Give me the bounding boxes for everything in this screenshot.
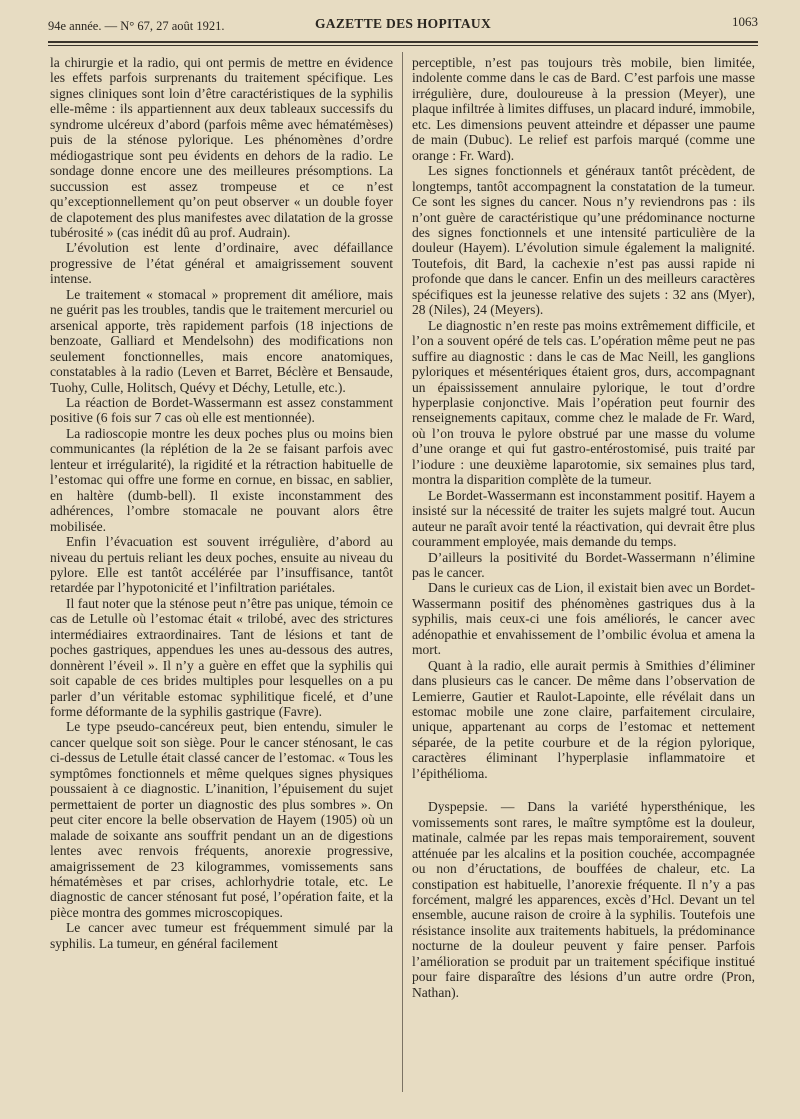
paragraph: La réaction de Bordet-Wassermann est assez constamment positive (6 fois sur 7 cas où elle est mentionnée).: [50, 394, 393, 426]
column-divider: [402, 52, 403, 1092]
header-rule-thick: [48, 41, 758, 43]
header-rule-thin: [48, 45, 758, 46]
right-column: [412, 55, 755, 1000]
paragraph: Le diagnostic n’en reste pas moins extrêmement difficile, et l’on a souvent opéré de tels cas. L’opération même peut ne pas suffire au diagnostic : dans le cas de Mac Neill, les ganglions pyloriques et mésentériques étaient gros, durs, accompagnant un épaississement annulaire pylorique, le tout d’ordre hyperplasie conjonctive. Mais l’opération peut fournir des renseignements capitaux, comme chez le malade de Fr. Ward, où l’on trouva le pylore obstrué par une masse du volume d’une orange et qui fut gastro-entérostomisé, puis traité par l’iodure : une deuxième laparotomie, six semaines plus tard, montra la disparition complète de la tumeur.: [412, 317, 755, 488]
journal-title: GAZETTE DES HOPITAUX: [314, 16, 492, 31]
left-column: [50, 55, 393, 951]
page-number: 1063: [732, 14, 758, 29]
page-header: [48, 10, 758, 36]
paragraph: Le Bordet-Wassermann est inconstamment positif. Hayem a insisté sur la nécessité de traiter les sujets malgré tout. Aucun auteur ne paraît avoir tenté la réactivation, qui devrait être plus couramment employée, mais demande du temps.: [412, 487, 755, 550]
paragraph: Quant à la radio, elle aurait permis à Smithies d’éliminer dans plusieurs cas le cancer. De même dans l’observation de Lemierre, Gautier et Raulot-Lapointe, elle révélait dans un estomac mobile une zone claire, parfaitement circulaire, unique, appartenant au corps de l’estomac et nettement séparée, de la petite courbure et de la région pylorique, caractères éliminant l’hyperplasie inflammatoire et l’épithélioma.: [412, 657, 755, 781]
paragraph: Enfin l’évacuation est souvent irrégulière, d’abord au niveau du pertuis reliant les deux poches, ensuite au niveau du pylore. Elle est tantôt accélérée par l’insuffisance, tantôt retardée par l’hypotonicité et l’infiltration pariétales.: [50, 534, 393, 596]
paragraph: Il faut noter que la sténose peut n’être pas unique, témoin ce cas de Letulle où l’estomac était « trilobé, avec des strictures intermédiaires extraordinaires. Tant de lésions et tant de poches gastriques, appendues les unes au-dessous des autres, donnèrent l’éveil ». Il n’y a guère en effet que la syphilis qui soit capable de ces brides multiples pour lesquelles on a pu parler d’un véritable estomac syphilitique ficelé, et d’une forme déformante de la syphilis gastrique (Favre).: [50, 595, 393, 720]
issue-info: 94e année. — N° 67, 27 août 1921.: [48, 19, 225, 33]
paragraph: Le cancer avec tumeur est fréquemment simulé par la syphilis. La tumeur, en général facilement: [50, 920, 393, 951]
paragraph: Les signes fonctionnels et généraux tantôt précèdent, de longtemps, tantôt accompagnent la constatation de la tumeur. Ce sont les signes du cancer. Nous n’y reviendrons pas : ils n’ont guère de caractéristique qu’une prédominance nocturne des signes fonctionnels et une intensité particulière de la douleur (Hayem). L’évolution simule également la malignité. Toutefois, dit Bard, la cachexie n’est pas aussi rapide ni profonde que dans le cancer. Enfin un des meilleurs caractères spécifiques est la jeunesse relative des sujets : 32 ans (Myer), 28 (Niles), 24 (Meyers).: [412, 163, 755, 318]
paragraph: D’ailleurs la positivité du Bordet-Wassermann n’élimine pas le cancer.: [412, 549, 755, 580]
paragraph: L’évolution est lente d’ordinaire, avec défaillance progressive de l’état général et amaigrissement souvent intense.: [50, 240, 393, 287]
paragraph: Le type pseudo-cancéreux peut, bien entendu, simuler le cancer quelque soit son siège. Pour le cancer sténosant, le cas ci-dessus de Letulle était classé cancer de l’estomac. « Tous les symptômes fonctionnels et même quelques signes physiques poussaient à ce diagnostic. L’inanition, l’épuisement du sujet permettaient de porter un diagnostic des plus sombres ». On peut citer encore la belle observation de Hayem (1905) où un malade de soixante ans souffrit pendant un an de digestions lentes avec renvois fréquents, anorexie progressive, amaigrissement de 23 kilogrammes, vomissements sans hématémèses et par crises, achlorhydrie totale, etc. Le diagnostic de cancer sténosant fut posé, l’opération faite, et la pièce montra des gommes microscopiques.: [50, 719, 393, 920]
paragraph: Dans le curieux cas de Lion, il existait bien avec un Bordet-Wassermann positif des phénomènes gastriques dus à la syphilis, mais ceux-ci une fois améliorés, le cancer avec adénopathie et envahissement de l’ombilic évolua et amena la mort.: [412, 580, 755, 658]
paragraph: Dyspepsie. — Dans la variété hypersthénique, les vomissements sont rares, le maître symptôme est la douleur, matinale, calmée par les repas mais temporairement, souvent atténuée par les alcalins et la position couchée, accompagnée ou non d’éructations, de bouffées de chaleur, etc. La constipation est habituelle, l’anorexie fréquente. Il n’y a pas forcément, malgré les apparences, excès d’Hcl. Devant un tel ensemble, aucune raison de croire à la syphilis. Toutefois une résistance insolite aux traitements habituels, la prédominance nocturne de la douleur peuvent y faire penser. Parfois l’amélioration se produit par un traitement spécifique institué pour faire disparaître des lésions d’un autre ordre (Pron, Nathan).: [412, 799, 755, 1000]
paragraph: Le traitement « stomacal » proprement dit améliore, mais ne guérit pas les troubles, tandis que le traitement mercuriel ou arsenical apporte, très rapidement parfois (18 injections de benzoate, Galliard et Mendelsohn) des modifications non seulement fonctionnelles, mais encore anatomiques, constatables à la radio (Leven et Barret, Béclère et Bensaude, Tuohy, Culle, Holitsch, Quévy et Déchy, Letulle, etc.).: [50, 286, 393, 395]
paragraph: La radioscopie montre les deux poches plus ou moins bien communicantes (la réplétion de la 2e se faisant parfois avec lenteur et irrégularité), la rigidité et la rétraction habituelle de l’estomac qui offre une forme en cornue, en bissac, en sablier, en haltère (dumb-bell). Il existe inconstamment des adhérences, l’ombre stomacale ne pouvant alors être mobilisée.: [50, 425, 393, 534]
paragraph: la chirurgie et la radio, qui ont permis de mettre en évidence les effets parfois surprenants du traitement spécifique. Les signes cliniques sont loin d’être caractéristiques de la syphilis elle-même : ils appartiennent aux deux tableaux successifs du syndrome ulcéreux d’abord (parfois même avec hématémèses) puis de la sténose pylorique. Les phénomènes d’ordre médiogastrique sont peu évidents en dehors de la radio. Le sondage donne encore une des meilleures présomptions. La succussion est assez trompeuse et ce n’est qu’exceptionnellement qu’on peut observer « un double foyer de clapotement des plus manifestes avec dilatation de la grosse tubérosité » (cas inédit dû au prof. Audrain).: [50, 55, 393, 240]
paragraph: perceptible, n’est pas toujours très mobile, bien limitée, indolente comme dans le cas de Bard. C’est parfois une masse irrégulière, dure, douloureuse à la pression (Meyer), une plaque infiltrée à limites diffuses, un placard induré, immobile, etc. Les dimensions peuvent atteindre et dépasser une paume de main (Dubuc). Le relief est parfois marqué (comme une orange : Fr. Ward).: [412, 55, 755, 163]
